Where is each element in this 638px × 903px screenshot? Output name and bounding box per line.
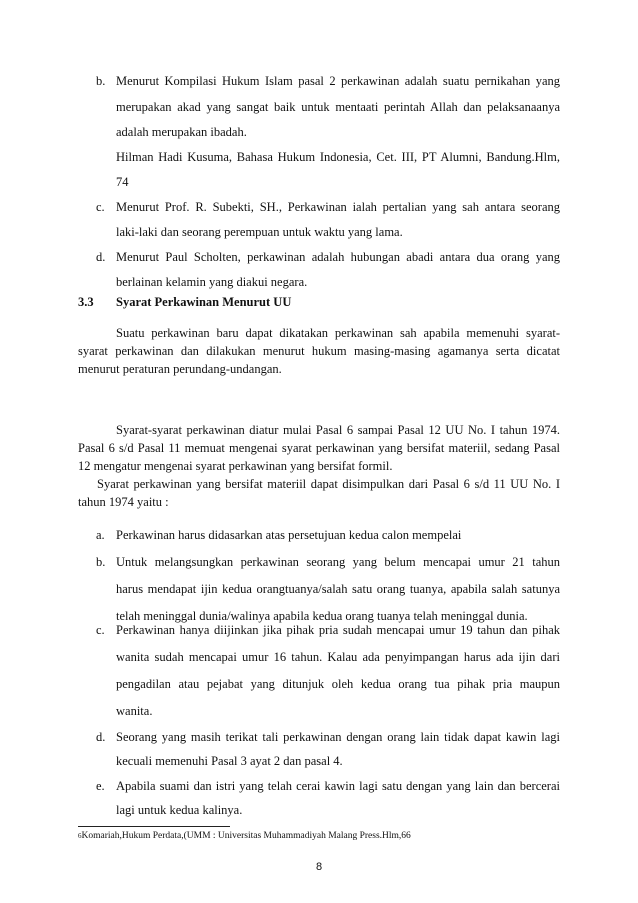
list-text-line: wanita. — [116, 704, 153, 718]
footnote-marker: 6 — [78, 832, 82, 840]
footnote — [78, 830, 411, 842]
list-label: c. — [96, 200, 105, 214]
list-text-line: wanita sudah mencapai umur 16 tahun. Kalau ada penyimpangan harus ada ijin dari — [116, 650, 560, 664]
list-text-line: laki-laki dan seorang perempuan untuk waktu yang lama. — [116, 225, 403, 239]
list-label: b. — [96, 555, 106, 569]
list-text-line: Untuk melangsungkan perkawinan seorang yang belum mencapai umur 21 tahun — [116, 555, 560, 569]
paragraph-line: menurut peraturan perundang-undangan. — [78, 362, 282, 376]
list-text-line: pengadilan atau pejabat yang ditunjuk oleh kedua orang tua pihak pria maupun — [116, 677, 560, 691]
list-text-line: Perkawinan harus didasarkan atas persetujuan kedua calon mempelai — [116, 528, 462, 542]
list-label: d. — [96, 250, 106, 264]
list-text-line: Perkawinan hanya diijinkan jika pihak pria sudah mencapai umur 19 tahun dan pihak — [116, 623, 560, 637]
list-text-line: Seorang yang masih terikat tali perkawinan dengan orang lain tidak dapat kawin lagi — [116, 730, 560, 744]
list-text-line: adalah merupakan ibadah. — [116, 125, 247, 139]
list-label: b. — [96, 74, 106, 88]
paragraph-line: Syarat perkawinan yang bersifat materiil dapat disimpulkan dari Pasal 6 s/d 11 UU No. I — [97, 477, 560, 491]
list-text-line: lagi untuk kedua kalinya. — [116, 803, 243, 817]
paragraph-line: Pasal 6 s/d Pasal 11 memuat mengenai syarat perkawinan yang bersifat materiil, sedang Pasal — [78, 441, 560, 455]
list-text-line: Menurut Prof. R. Subekti, SH., Perkawinan ialah pertalian yang sah antara seorang — [116, 200, 560, 214]
section-title: Syarat Perkawinan Menurut UU — [116, 295, 292, 309]
paragraph-line: Suatu perkawinan baru dapat dikatakan perkawinan sah apabila memenuhi syarat- — [116, 326, 560, 340]
paragraph-line: tahun 1974 yaitu : — [78, 495, 169, 509]
list-text-line: berlainan kelamin yang diakui negara. — [116, 275, 308, 289]
list-text-line: kecuali memenuhi Pasal 3 ayat 2 dan pasal 4. — [116, 754, 343, 768]
paragraph-line: Syarat-syarat perkawinan diatur mulai Pasal 6 sampai Pasal 12 UU No. I tahun 1974. — [116, 423, 560, 437]
list-text-line: Apabila suami dan istri yang telah cerai kawin lagi satu dengan yang lain dan bercerai — [116, 779, 560, 793]
list-text-line: Menurut Paul Scholten, perkawinan adalah hubungan abadi antara dua orang yang — [116, 250, 560, 264]
list-text-line: Hilman Hadi Kusuma, Bahasa Hukum Indonesia, Cet. III, PT Alumni, Bandung.Hlm, — [116, 150, 560, 164]
paragraph-line: 12 mengatur mengenai syarat perkawinan yang bersifat formil. — [78, 459, 393, 473]
list-text-line: Menurut Kompilasi Hukum Islam pasal 2 perkawinan adalah suatu pernikahan yang — [116, 74, 560, 88]
list-label: a. — [96, 528, 105, 542]
footnote-divider — [78, 826, 230, 827]
list-label: e. — [96, 779, 105, 793]
list-text-line: telah meninggal dunia/walinya apabila kedua orang tuanya telah meninggal dunia. — [116, 609, 528, 623]
list-text-line: harus mendapat ijin kedua orangtuanya/salah satu orang tuanya, apabila salah satunya — [116, 582, 560, 596]
page-number: 8 — [315, 861, 323, 873]
paragraph-line: syarat perkawinan dan dilakukan menurut hukum masing-masing agamanya serta dicatat — [78, 344, 560, 358]
section-number: 3.3 — [78, 295, 94, 309]
list-text-line: 74 — [116, 175, 129, 189]
list-text-line: merupakan akad yang sangat baik untuk mentaati perintah Allah dan pelaksanaanya — [116, 100, 560, 114]
list-label: d. — [96, 730, 106, 744]
list-label: c. — [96, 623, 105, 637]
footnote-text: Komariah,Hukum Perdata,(UMM : Universitas Muhammadiyah Malang Press.Hlm,66 — [81, 831, 411, 841]
